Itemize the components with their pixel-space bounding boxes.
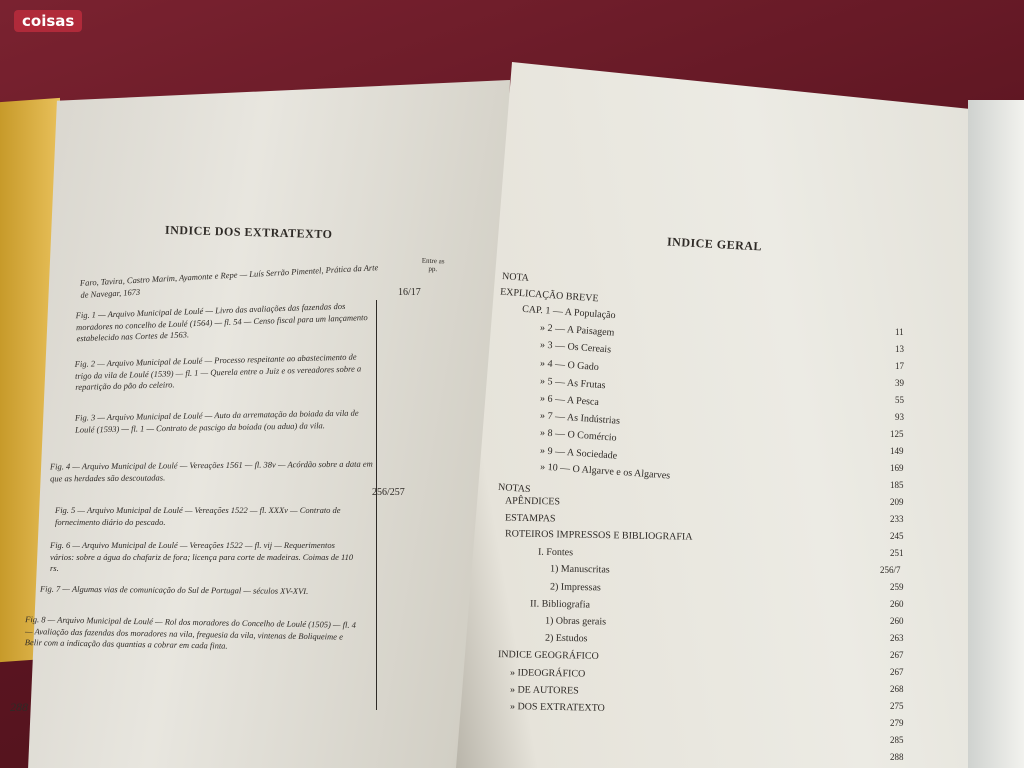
toc-entry: II. Bibliografia — [529, 598, 591, 611]
toc-entry: » 4 — O Gado — [539, 357, 600, 374]
toc-page-number: 13 — [895, 344, 904, 354]
extratexto-entry: Fig. 8 — Arquivo Municipal de Loulé — Rol dos moradores do Concelho de Loulé (1505) — fl. 4 — Avaliação das fazendas dos moradores na vila, freguesia da vila, vintenas de Boliqueime e Belir com a indicação das quantias a cobrar em cada finta. — [24, 614, 356, 651]
toc-entry: » 9 — A Sociedade — [539, 445, 618, 462]
toc-page-number: 288 — [890, 752, 904, 762]
toc-page-number: 93 — [895, 412, 904, 422]
toc-page-number: 55 — [895, 395, 904, 405]
toc-entry: NOTA — [501, 271, 530, 284]
toc-page-number: 245 — [890, 531, 904, 541]
toc-page-number: 285 — [890, 735, 904, 745]
toc-entry: EXPLICAÇÃO BREVE — [499, 286, 599, 305]
entry-page-range: 256/257 — [372, 487, 405, 498]
toc-page-number: 125 — [890, 429, 904, 439]
page-range-bracket — [376, 300, 377, 710]
toc-entry: I. Fontes — [537, 546, 574, 559]
left-page-title: INDICE DOS EXTRATEXTO — [164, 222, 333, 242]
extratexto-entry: Fig. 2 — Arquivo Municipal de Loulé — Processo respeitante ao abastecimento de trigo da vila de Loulé (1539) — fl. 1 — Querela entre o Juiz e os vereadores sobre a repartição do pão do celeiro. — [74, 351, 362, 392]
toc-page-number: 263 — [890, 633, 904, 643]
toc-page-number: 209 — [890, 497, 904, 507]
extratexto-entry: Fig. 6 — Arquivo Municipal de Loulé — Vereações 1522 — fl. vij — Requerimentos vários: sobre a água do chafariz de fora; licença para corte de madeiras. Coimas de 110 rs. — [50, 540, 354, 573]
entry-page-range: 16/17 — [398, 287, 421, 298]
toc-page-number: 149 — [890, 446, 904, 456]
book-cover-edge — [968, 100, 1024, 768]
extratexto-entry: Fig. 1 — Arquivo Municipal de Loulé — Livro das avaliações das fazendas dos moradores no concelho de Loulé (1564) — fl. 54 — Censo fiscal para um lançamento estabelecido nas Cortes de 1563. — [75, 300, 368, 344]
toc-page-number: 39 — [895, 378, 904, 388]
toc-page-number: 233 — [890, 514, 904, 524]
toc-entry: » 10 — O Algarve e os Algarves — [539, 461, 671, 482]
extratexto-entry: Fig. 5 — Arquivo Municipal de Loulé — Vereações 1522 — fl. XXXv — Contrato de fornecimento diário do pescado. — [55, 505, 341, 527]
toc-entry: » 6 — A Pesca — [539, 393, 600, 409]
extratexto-entry: Fig. 7 — Algumas vias de comunicação do Sul de Portugal — séculos XV-XVI. — [39, 583, 309, 596]
toc-entry: 1) Obras gerais — [544, 615, 607, 628]
toc-page-number: 169 — [890, 463, 904, 473]
toc-entry: ROTEIROS IMPRESSOS E BIBLIOGRAFIA — [504, 528, 693, 543]
toc-page-number: 11 — [895, 327, 904, 337]
toc-entry: » 3 — Os Cereais — [539, 339, 612, 356]
toc-entry: » DOS EXTRATEXTO — [509, 701, 605, 714]
extratexto-entry: Faro, Tavira, Castro Marim, Ayamonte e Repe — Luís Serrão Pimentel, Prática da Arte de Navegar, 1673 — [79, 262, 379, 300]
toc-entry: » 8 — O Comércio — [539, 427, 617, 445]
toc-page-number: 268 — [890, 684, 904, 694]
toc-page-number: 260 — [890, 616, 904, 626]
toc-page-number: 267 — [890, 650, 904, 660]
toc-entry: » DE AUTORES — [509, 684, 579, 697]
watermark-badge: coisas — [14, 10, 82, 32]
toc-entry: » 5 — As Frutas — [539, 375, 606, 391]
right-page-title: INDICE GERAL — [666, 234, 763, 254]
toc-page-number: 260 — [890, 599, 904, 609]
toc-page-number: 279 — [890, 718, 904, 728]
toc-entry: 1) Manuscritas — [549, 563, 610, 576]
toc-page-number: 256/7 — [880, 565, 901, 575]
toc-page-number: 185 — [890, 480, 904, 490]
toc-entry: » IDEOGRÁFICO — [509, 666, 586, 680]
toc-page-number: 259 — [890, 582, 904, 592]
toc-entry: 2) Impressas — [549, 581, 601, 594]
toc-page-number: 275 — [890, 701, 904, 711]
toc-page-number: 17 — [895, 361, 904, 371]
toc-page-number: 251 — [890, 548, 904, 558]
toc-entry: INDICE GEOGRÁFICO — [497, 649, 599, 663]
extratexto-entry: Fig. 3 — Arquivo Municipal de Loulé — Auto da arrematação da boiada da vila de Loulé (1593) — fl. 1 — Contrato de pascigo da boiada (ou adua) da vila. — [74, 407, 359, 435]
toc-page-number: 267 — [890, 667, 904, 677]
page-number: 288 — [10, 700, 28, 714]
toc-entry: CAP. 1 — A População — [521, 303, 616, 322]
toc-entry: » 7 — As Indústrias — [539, 410, 621, 427]
toc-entry: 2) Estudos — [544, 632, 588, 645]
toc-entry: » 2 — A Paisagem — [539, 322, 615, 339]
entre-as-pp-label: Entre as pp. — [421, 256, 445, 274]
toc-entry: NOTAS — [497, 482, 531, 496]
toc-entry: APÊNDICES — [504, 495, 561, 508]
extratexto-entry: Fig. 4 — Arquivo Municipal de Loulé — Vereações 1561 — fl. 38v — Acórdão sobre a data em que as herdades são descoutadas. — [49, 458, 373, 483]
toc-entry: ESTAMPAS — [504, 512, 556, 525]
